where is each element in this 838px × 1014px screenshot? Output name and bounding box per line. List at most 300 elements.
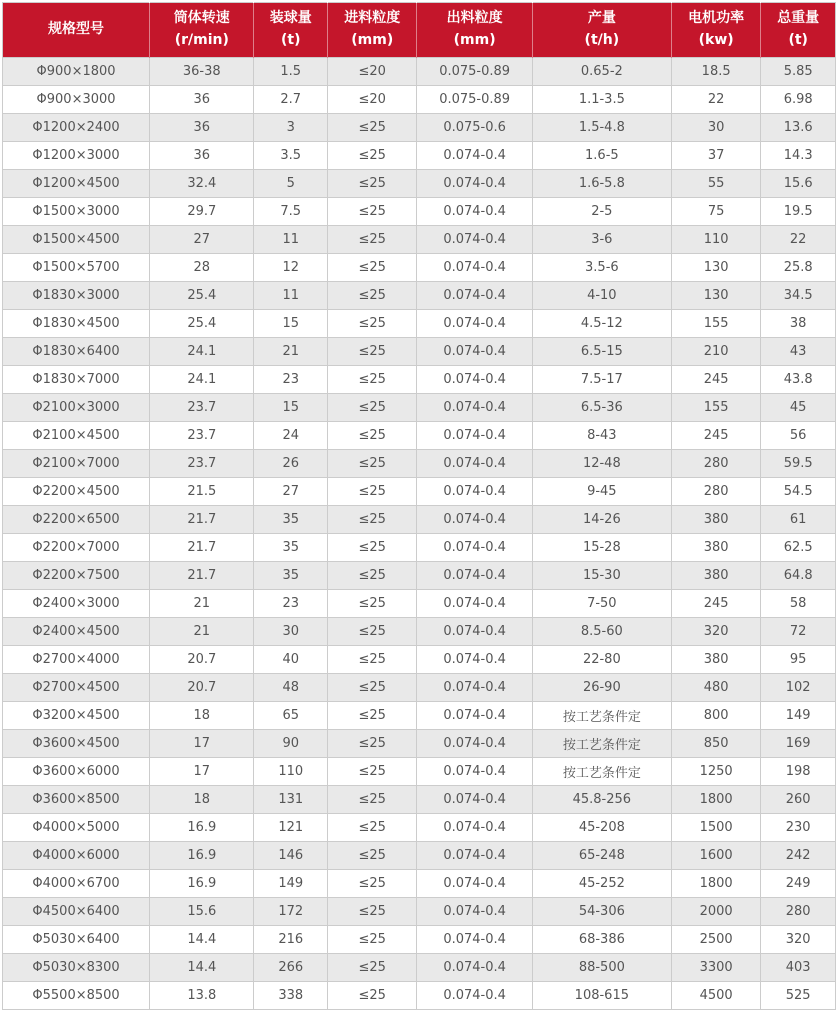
table-cell: Φ4500×6400	[3, 898, 150, 926]
table-cell: 61	[761, 506, 836, 534]
table-cell: 37	[671, 142, 760, 170]
table-cell: 1500	[671, 814, 760, 842]
table-cell: 0.074-0.4	[417, 562, 532, 590]
table-cell: 14-26	[532, 506, 671, 534]
table-cell: Φ2200×6500	[3, 506, 150, 534]
table-cell: 34.5	[761, 282, 836, 310]
table-row	[3, 450, 836, 478]
table-cell: 242	[761, 842, 836, 870]
table-cell: 95	[761, 646, 836, 674]
table-cell: Φ2200×7000	[3, 534, 150, 562]
table-cell: 480	[671, 674, 760, 702]
table-row	[3, 562, 836, 590]
column-header-label: 总重量	[777, 10, 820, 27]
column-header-label: 出料粒度	[446, 10, 503, 27]
table-cell: 1800	[671, 786, 760, 814]
table-cell: 4.5-12	[532, 310, 671, 338]
table-cell: 249	[761, 870, 836, 898]
table-cell: Φ900×3000	[3, 86, 150, 114]
column-header-label: 进料粒度	[344, 10, 401, 27]
table-cell: 18	[150, 786, 254, 814]
table-cell: 8-43	[532, 422, 671, 450]
table-cell: 0.65-2	[532, 58, 671, 86]
table-cell: ≤25	[328, 730, 417, 758]
table-cell: 0.074-0.4	[417, 478, 532, 506]
table-cell: ≤25	[328, 982, 417, 1010]
column-header-label: 规格型号	[48, 21, 105, 38]
table-row	[3, 674, 836, 702]
table-cell: 0.074-0.4	[417, 142, 532, 170]
table-cell: Φ3600×4500	[3, 730, 150, 758]
table-cell: 36-38	[150, 58, 254, 86]
table-row	[3, 730, 836, 758]
column-header-6	[532, 3, 671, 58]
table-cell: 23	[254, 590, 328, 618]
table-cell: ≤25	[328, 562, 417, 590]
table-cell: 45	[761, 394, 836, 422]
table-cell: 146	[254, 842, 328, 870]
table-cell: 130	[671, 254, 760, 282]
table-cell: 3300	[671, 954, 760, 982]
table-cell: 0.074-0.4	[417, 422, 532, 450]
column-header-8	[761, 3, 836, 58]
table-body	[3, 58, 836, 1010]
table-cell: Φ900×1800	[3, 58, 150, 86]
table-cell: 110	[671, 226, 760, 254]
table-cell: Φ4000×6000	[3, 842, 150, 870]
table-cell: 19.5	[761, 198, 836, 226]
table-cell: 43.8	[761, 366, 836, 394]
table-cell: 1250	[671, 758, 760, 786]
table-row	[3, 114, 836, 142]
table-cell: 14.4	[150, 954, 254, 982]
table-cell: 1800	[671, 870, 760, 898]
table-cell: 0.074-0.4	[417, 926, 532, 954]
table-cell: 0.074-0.4	[417, 394, 532, 422]
column-header-unit: (mm)	[351, 32, 394, 48]
table-cell: 1.6-5.8	[532, 170, 671, 198]
table-cell: Φ2700×4500	[3, 674, 150, 702]
table-cell: 88-500	[532, 954, 671, 982]
table-cell: 18	[150, 702, 254, 730]
table-cell: 30	[254, 618, 328, 646]
table-row	[3, 506, 836, 534]
table-cell: 280	[671, 450, 760, 478]
table-cell: 7.5-17	[532, 366, 671, 394]
table-cell: 380	[671, 646, 760, 674]
table-cell: 403	[761, 954, 836, 982]
table-cell: 18.5	[671, 58, 760, 86]
table-row	[3, 86, 836, 114]
table-cell: 16.9	[150, 842, 254, 870]
table-cell: 1.5-4.8	[532, 114, 671, 142]
table-cell: Φ1200×4500	[3, 170, 150, 198]
table-cell: ≤25	[328, 170, 417, 198]
table-header-row	[3, 3, 836, 58]
table-cell: 3.5	[254, 142, 328, 170]
table-cell: 23.7	[150, 394, 254, 422]
table-row	[3, 198, 836, 226]
table-cell: ≤20	[328, 58, 417, 86]
table-cell: 108-615	[532, 982, 671, 1010]
table-cell: 58	[761, 590, 836, 618]
table-cell: 72	[761, 618, 836, 646]
table-cell: 28	[150, 254, 254, 282]
table-row	[3, 954, 836, 982]
table-cell: 0.074-0.4	[417, 898, 532, 926]
table-cell: Φ1830×3000	[3, 282, 150, 310]
table-cell: 按工艺条件定	[532, 758, 671, 786]
table-cell: 102	[761, 674, 836, 702]
column-header-unit: (t)	[788, 32, 808, 48]
table-cell: 338	[254, 982, 328, 1010]
table-cell: 1.1-3.5	[532, 86, 671, 114]
table-cell: ≤25	[328, 282, 417, 310]
table-cell: 9-45	[532, 478, 671, 506]
table-cell: 0.074-0.4	[417, 198, 532, 226]
table-cell: ≤25	[328, 842, 417, 870]
table-cell: 0.074-0.4	[417, 338, 532, 366]
table-cell: 36	[150, 142, 254, 170]
table-cell: 30	[671, 114, 760, 142]
table-cell: Φ2700×4000	[3, 646, 150, 674]
table-cell: 1.6-5	[532, 142, 671, 170]
table-cell: 12	[254, 254, 328, 282]
table-cell: 16.9	[150, 870, 254, 898]
table-cell: 0.074-0.4	[417, 702, 532, 730]
table-cell: 172	[254, 898, 328, 926]
table-cell: 280	[761, 898, 836, 926]
table-cell: 121	[254, 814, 328, 842]
table-row	[3, 590, 836, 618]
table-cell: 25.8	[761, 254, 836, 282]
table-row	[3, 366, 836, 394]
table-cell: ≤25	[328, 870, 417, 898]
table-cell: Φ1830×4500	[3, 310, 150, 338]
table-cell: 45-252	[532, 870, 671, 898]
table-cell: 0.074-0.4	[417, 814, 532, 842]
table-cell: 155	[671, 310, 760, 338]
table-row	[3, 870, 836, 898]
table-cell: 15-28	[532, 534, 671, 562]
table-cell: 380	[671, 562, 760, 590]
table-cell: 20.7	[150, 646, 254, 674]
table-cell: 23	[254, 366, 328, 394]
table-cell: ≤25	[328, 338, 417, 366]
table-cell: Φ5030×6400	[3, 926, 150, 954]
table-cell: Φ3600×8500	[3, 786, 150, 814]
table-row	[3, 338, 836, 366]
table-row	[3, 58, 836, 86]
table-cell: 11	[254, 226, 328, 254]
table-cell: 3-6	[532, 226, 671, 254]
table-cell: 0.074-0.4	[417, 786, 532, 814]
table-row	[3, 226, 836, 254]
table-cell: ≤25	[328, 142, 417, 170]
table-cell: 24.1	[150, 338, 254, 366]
table-cell: 0.074-0.4	[417, 842, 532, 870]
table-cell: 0.074-0.4	[417, 730, 532, 758]
table-row	[3, 814, 836, 842]
table-cell: Φ3600×6000	[3, 758, 150, 786]
table-cell: 0.074-0.4	[417, 254, 532, 282]
table-cell: 75	[671, 198, 760, 226]
table-cell: 0.074-0.4	[417, 982, 532, 1010]
table-cell: 27	[150, 226, 254, 254]
table-cell: ≤25	[328, 506, 417, 534]
table-cell: 22	[761, 226, 836, 254]
column-header-label: 产量	[587, 10, 616, 27]
table-cell: 48	[254, 674, 328, 702]
table-cell: 4500	[671, 982, 760, 1010]
table-cell: ≤25	[328, 954, 417, 982]
table-row	[3, 646, 836, 674]
table-cell: 65-248	[532, 842, 671, 870]
table-row	[3, 254, 836, 282]
table-cell: 0.074-0.4	[417, 590, 532, 618]
table-cell: 62.5	[761, 534, 836, 562]
table-cell: 110	[254, 758, 328, 786]
table-cell: 2-5	[532, 198, 671, 226]
table-cell: Φ1830×7000	[3, 366, 150, 394]
table-cell: 0.074-0.4	[417, 366, 532, 394]
table-cell: 54.5	[761, 478, 836, 506]
table-cell: Φ2100×7000	[3, 450, 150, 478]
table-cell: 5	[254, 170, 328, 198]
table-cell: 55	[671, 170, 760, 198]
table-cell: 15.6	[761, 170, 836, 198]
table-cell: 0.074-0.4	[417, 758, 532, 786]
table-cell: Φ2100×3000	[3, 394, 150, 422]
table-cell: 21	[254, 338, 328, 366]
table-cell: 0.075-0.89	[417, 86, 532, 114]
table-cell: 525	[761, 982, 836, 1010]
table-cell: 13.6	[761, 114, 836, 142]
table-cell: 380	[671, 534, 760, 562]
table-cell: ≤25	[328, 618, 417, 646]
table-cell: 38	[761, 310, 836, 338]
table-cell: Φ2100×4500	[3, 422, 150, 450]
table-cell: Φ1500×4500	[3, 226, 150, 254]
table-cell: 280	[671, 478, 760, 506]
table-cell: 6.98	[761, 86, 836, 114]
table-cell: 23.7	[150, 450, 254, 478]
column-header-unit: (t)	[280, 32, 301, 48]
table-row	[3, 702, 836, 730]
column-header-3	[254, 3, 328, 58]
table-cell: 210	[671, 338, 760, 366]
table-cell: 43	[761, 338, 836, 366]
table-cell: 21	[150, 590, 254, 618]
table-cell: 4-10	[532, 282, 671, 310]
table-header	[3, 3, 836, 58]
table-cell: 0.075-0.6	[417, 114, 532, 142]
table-row	[3, 534, 836, 562]
table-cell: Φ2400×4500	[3, 618, 150, 646]
table-cell: 0.074-0.4	[417, 646, 532, 674]
table-cell: 320	[761, 926, 836, 954]
table-cell: 11	[254, 282, 328, 310]
table-cell: 35	[254, 562, 328, 590]
column-header-unit: (kw)	[698, 32, 734, 48]
table-row	[3, 310, 836, 338]
table-cell: 380	[671, 506, 760, 534]
table-cell: 7.5	[254, 198, 328, 226]
table-cell: 36	[150, 114, 254, 142]
ball-mill-spec-table	[2, 2, 836, 1010]
column-header-unit: (mm)	[453, 32, 496, 48]
table-cell: 131	[254, 786, 328, 814]
table-cell: 149	[761, 702, 836, 730]
table-cell: 2000	[671, 898, 760, 926]
table-cell: 5.85	[761, 58, 836, 86]
table-cell: 64.8	[761, 562, 836, 590]
table-cell: 0.075-0.89	[417, 58, 532, 86]
table-cell: 0.074-0.4	[417, 870, 532, 898]
table-cell: Φ2200×7500	[3, 562, 150, 590]
table-row	[3, 618, 836, 646]
table-cell: 0.074-0.4	[417, 170, 532, 198]
table-row	[3, 786, 836, 814]
column-header-2	[150, 3, 254, 58]
table-row	[3, 758, 836, 786]
table-cell: 17	[150, 758, 254, 786]
table-cell: 6.5-15	[532, 338, 671, 366]
table-cell: 169	[761, 730, 836, 758]
table-cell: Φ1500×3000	[3, 198, 150, 226]
table-cell: 0.074-0.4	[417, 226, 532, 254]
table-row	[3, 926, 836, 954]
table-cell: 按工艺条件定	[532, 730, 671, 758]
table-cell: Φ2200×4500	[3, 478, 150, 506]
table-cell: 65	[254, 702, 328, 730]
table-cell: 0.074-0.4	[417, 618, 532, 646]
column-header-4	[328, 3, 417, 58]
table-cell: 24	[254, 422, 328, 450]
table-cell: 21	[150, 618, 254, 646]
table-cell: 266	[254, 954, 328, 982]
table-cell: 25.4	[150, 282, 254, 310]
table-cell: Φ1500×5700	[3, 254, 150, 282]
table-cell: 1600	[671, 842, 760, 870]
table-cell: 45.8-256	[532, 786, 671, 814]
column-header-label: 筒体转速	[173, 10, 230, 27]
table-row	[3, 982, 836, 1010]
table-cell: ≤25	[328, 814, 417, 842]
table-cell: 230	[761, 814, 836, 842]
table-cell: 245	[671, 590, 760, 618]
table-cell: 22-80	[532, 646, 671, 674]
table-cell: 198	[761, 758, 836, 786]
table-cell: 130	[671, 282, 760, 310]
table-cell: 13.8	[150, 982, 254, 1010]
column-header-1	[3, 3, 150, 58]
table-cell: 0.074-0.4	[417, 282, 532, 310]
table-cell: ≤25	[328, 366, 417, 394]
table-cell: ≤25	[328, 198, 417, 226]
table-cell: 68-386	[532, 926, 671, 954]
table-cell: ≤25	[328, 758, 417, 786]
table-row	[3, 142, 836, 170]
table-row	[3, 282, 836, 310]
table-cell: 3	[254, 114, 328, 142]
table-cell: 7-50	[532, 590, 671, 618]
table-cell: 25.4	[150, 310, 254, 338]
table-row	[3, 898, 836, 926]
table-cell: Φ1830×6400	[3, 338, 150, 366]
table-cell: 8.5-60	[532, 618, 671, 646]
table-cell: 15.6	[150, 898, 254, 926]
table-cell: 54-306	[532, 898, 671, 926]
column-header-unit: (r/min)	[174, 32, 229, 48]
table-cell: 155	[671, 394, 760, 422]
table-cell: ≤25	[328, 450, 417, 478]
table-cell: ≤25	[328, 310, 417, 338]
table-cell: Φ4000×5000	[3, 814, 150, 842]
table-cell: ≤25	[328, 926, 417, 954]
table-cell: 17	[150, 730, 254, 758]
table-cell: 36	[150, 86, 254, 114]
table-cell: Φ3200×4500	[3, 702, 150, 730]
table-cell: ≤25	[328, 394, 417, 422]
table-cell: 245	[671, 366, 760, 394]
table-cell: 800	[671, 702, 760, 730]
table-cell: 26	[254, 450, 328, 478]
table-cell: 320	[671, 618, 760, 646]
table-cell: 12-48	[532, 450, 671, 478]
table-cell: 35	[254, 534, 328, 562]
table-cell: ≤25	[328, 534, 417, 562]
table-cell: 56	[761, 422, 836, 450]
table-cell: 1.5	[254, 58, 328, 86]
column-header-label: 装球量	[269, 10, 312, 27]
table-cell: 40	[254, 646, 328, 674]
table-row	[3, 394, 836, 422]
table-cell: 26-90	[532, 674, 671, 702]
table-row	[3, 422, 836, 450]
table-cell: 0.074-0.4	[417, 534, 532, 562]
table-cell: Φ2400×3000	[3, 590, 150, 618]
table-cell: ≤25	[328, 422, 417, 450]
table-cell: Φ4000×6700	[3, 870, 150, 898]
column-header-unit: (t/h)	[584, 32, 620, 48]
table-cell: 15-30	[532, 562, 671, 590]
table-row	[3, 478, 836, 506]
table-cell: ≤25	[328, 702, 417, 730]
table-cell: ≤25	[328, 590, 417, 618]
table-cell: 0.074-0.4	[417, 450, 532, 478]
table-cell: ≤25	[328, 114, 417, 142]
table-cell: 59.5	[761, 450, 836, 478]
table-cell: Φ1200×3000	[3, 142, 150, 170]
table-cell: ≤20	[328, 86, 417, 114]
table-cell: 24.1	[150, 366, 254, 394]
table-cell: 2.7	[254, 86, 328, 114]
table-cell: 14.4	[150, 926, 254, 954]
table-cell: 20.7	[150, 674, 254, 702]
table-cell: 23.7	[150, 422, 254, 450]
table-cell: 21.7	[150, 562, 254, 590]
table-cell: 0.074-0.4	[417, 506, 532, 534]
table-cell: 15	[254, 394, 328, 422]
table-cell: ≤25	[328, 478, 417, 506]
table-cell: 21.7	[150, 534, 254, 562]
table-cell: 45-208	[532, 814, 671, 842]
table-cell: 850	[671, 730, 760, 758]
table-cell: 0.074-0.4	[417, 310, 532, 338]
table-cell: 3.5-6	[532, 254, 671, 282]
table-cell: 32.4	[150, 170, 254, 198]
